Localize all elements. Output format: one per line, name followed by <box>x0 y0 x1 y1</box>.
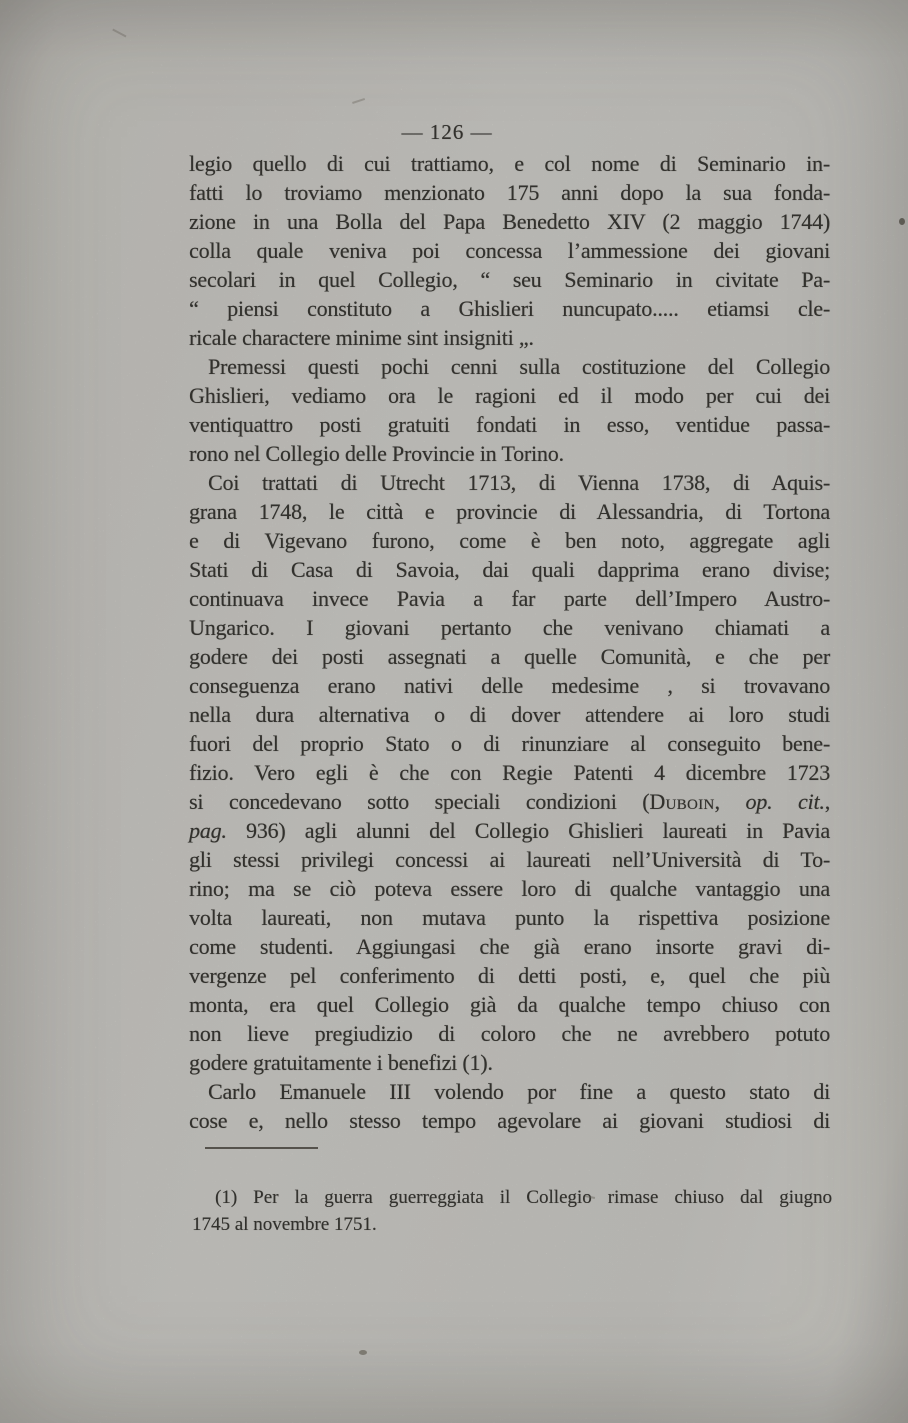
body-line: continuava invece Pavia a far parte dell’Impero Austro- <box>189 586 830 611</box>
body-line: Ghislieri, vediamo ora le ragioni ed il modo per cui dei <box>189 383 830 408</box>
footnote-line: 1745 al novembre 1751. <box>192 1214 377 1235</box>
citation-pag-italic: pag. <box>189 818 227 843</box>
body-line: vergenze pel conferimento di detti posti, e, quel che più <box>189 963 830 988</box>
body-line: nella dura alternativa o di dover attendere ai loro studi <box>189 702 830 727</box>
body-line: grana 1748, le città e provincie di Alessandria, di Tortona <box>189 499 830 524</box>
body-line: zione in una Bolla del Papa Benedetto XIV (2 maggio 1744) <box>189 209 830 234</box>
paper-fiber-artifact <box>113 29 127 37</box>
body-line: colla quale veniva poi concessa l’ammessione dei giovani <box>189 238 830 263</box>
body-line: legio quello di cui trattiamo, e col nome di Seminario in- <box>189 151 830 176</box>
body-line: fizio. Vero egli è che con Regie Patenti 4 dicembre 1723 <box>189 760 830 785</box>
footnote-separator-rule <box>205 1147 318 1149</box>
citation-text: , <box>824 789 830 814</box>
body-line: Coi trattati di Utrecht 1713, di Vienna 1738, di Aquis- <box>208 470 830 495</box>
body-line: conseguenza erano nativi delle medesime , si trovavano <box>189 673 830 698</box>
citation-text: si concedevano sotto speciali condizioni ( <box>189 789 650 814</box>
body-line: cose e, nello stesso tempo agevolare ai giovani studiosi di <box>189 1108 830 1133</box>
body-line: Carlo Emanuele III volendo por fine a questo stato di <box>208 1079 830 1104</box>
footnote-block <box>192 1184 832 1238</box>
body-line: godere dei posti assegnati a quelle Comunità, e che per <box>189 644 830 669</box>
body-line: come studenti. Aggiungasi che già erano insorte gravi di- <box>189 934 830 959</box>
body-line: Ungarico. I giovani pertanto che venivano chiamati a <box>189 615 830 640</box>
page-number-header: — 126 — <box>401 120 493 144</box>
body-line: ricale charactere minime sint insigniti „. <box>189 325 534 350</box>
body-line: secolari in quel Collegio, “ seu Seminario in civitate Pa- <box>189 267 830 292</box>
body-line: e di Vigevano furono, come è ben noto, aggregate agli <box>189 528 830 553</box>
citation-text: 936) agli alunni del Collegio Ghislieri laureati in Pavia <box>226 818 830 843</box>
body-line: Stati di Casa di Savoia, dai quali dapprima erano divise; <box>189 557 830 582</box>
paper-fiber-artifact <box>352 98 365 103</box>
body-line: non lieve pregiudizio di coloro che ne avrebbero potuto <box>189 1021 830 1046</box>
body-line: fuori del proprio Stato o di rinunziare al conseguito bene- <box>189 731 830 756</box>
body-line: Premessi questi pochi cenni sulla costituzione del Collegio <box>208 354 830 379</box>
body-line: volta laureati, non mutava punto la rispettiva posizione <box>189 905 830 930</box>
citation-author-smallcaps: Duboin <box>649 789 715 814</box>
footnote-line: (1) Per la guerra guerreggiata il Collegio rimase chiuso dal giugno <box>215 1187 832 1208</box>
body-line: monta, era quel Collegio già da qualche tempo chiuso con <box>189 992 830 1017</box>
body-line: fatti lo troviamo menzionato 175 anni dopo la sua fonda- <box>189 180 830 205</box>
body-line: “ piensi constituto a Ghislieri nuncupato..... etiamsi cle- <box>189 296 830 321</box>
body-line: ventiquattro posti gratuiti fondati in esso, ventidue passa- <box>189 412 830 437</box>
body-text-block <box>189 149 830 1135</box>
citation-opcit-italic: op. cit. <box>745 789 825 814</box>
body-line: rino; ma se ciò poteva essere loro di qualche vantaggio una <box>189 876 830 901</box>
body-line-citation <box>189 816 830 845</box>
body-line: rono nel Collegio delle Provincie in Torino. <box>189 441 564 466</box>
citation-text: , <box>714 789 746 814</box>
body-line-citation <box>189 787 830 816</box>
scan-artifact-speck <box>359 1350 367 1355</box>
body-line: godere gratuitamente i benefizi (1). <box>189 1050 493 1075</box>
scan-artifact-speck <box>899 218 905 225</box>
body-line: gli stessi privilegi concessi ai laureati nell’Università di To- <box>189 847 830 872</box>
